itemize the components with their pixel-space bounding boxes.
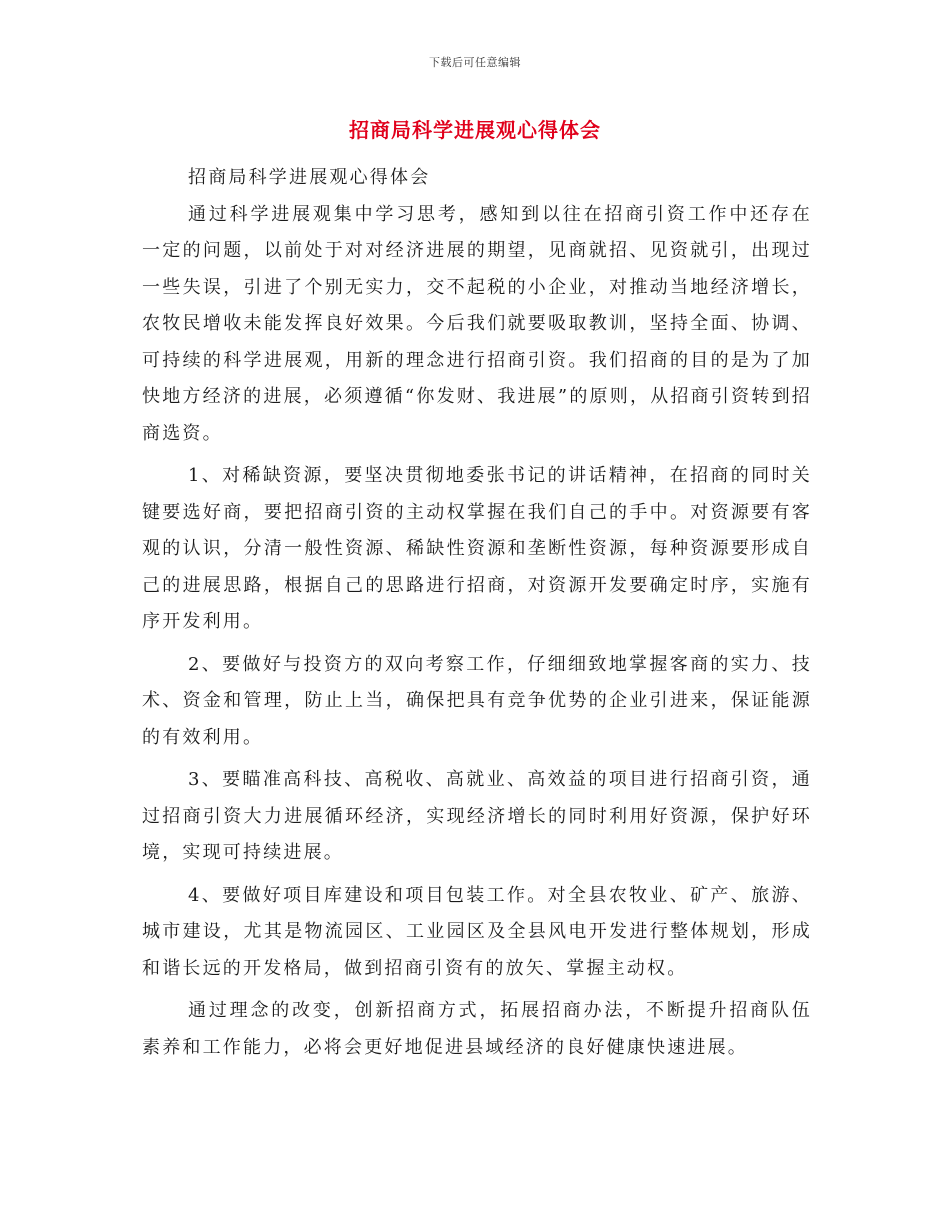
header-note: 下载后可任意编辑 (429, 56, 521, 69)
paragraph-subtitle: 招商局科学进展观心得体会 (188, 167, 431, 188)
document-title: 招商局科学进展观心得体会 (349, 118, 601, 142)
paragraph-intro: 通过科学进展观集中学习思考，感知到以往在招商引资工作中还存在一定的问题，以前处于对对经济进展的期望，见商就招、见资就引，出现过一些失误，引进了个别无实力，交不起税的小企业，对推动当地经济增长，农牧民增收未能发挥良好效果。今后我们就要吸取教训，坚持全面、协调、可持续的科学进展观，用新的理念进行招商引资。我们招商的目的是为了加快地方经济的进展，必须遵循“你发财、我进展”的原则，从招商引资转到招商选资。 (142, 203, 812, 444)
paragraph-point-2: 2、要做好与投资方的双向考察工作，仔细细致地掌握客商的实力、技术、资金和管理，防止上当，确保把具有竞争优势的企业引进来，保证能源的有效利用。 (142, 653, 812, 748)
paragraph-point-1: 1、对稀缺资源，要坚决贯彻地委张书记的讲话精神，在招商的同时关键要选好商，要把招商引资的主动权掌握在我们自己的手中。对资源要有客观的认识，分清一般性资源、稀缺性资源和垄断性资源，每种资源要形成自己的进展思路，根据自己的思路进行招商，对资源开发要确定时序，实施有序开发利用。 (142, 465, 812, 632)
document-body (142, 160, 812, 1066)
paragraph-point-3: 3、要瞄准高科技、高税收、高就业、高效益的项目进行招商引资，通过招商引资大力进展循环经济，实现经济增长的同时利用好资源，保护好环境，实现可持续进展。 (142, 769, 812, 863)
paragraph-conclusion: 通过理念的改变，创新招商方式，拓展招商办法，不断提升招商队伍素养和工作能力，必将会更好地促进县域经济的良好健康快速进展。 (142, 1000, 812, 1058)
paragraph-point-4: 4、要做好项目库建设和项目包装工作。对全县农牧业、矿产、旅游、城市建设，尤其是物流园区、工业园区及全县风电开发进行整体规划，形成和谐长远的开发格局，做到招商引资有的放矢、掌握主动权。 (142, 884, 812, 979)
